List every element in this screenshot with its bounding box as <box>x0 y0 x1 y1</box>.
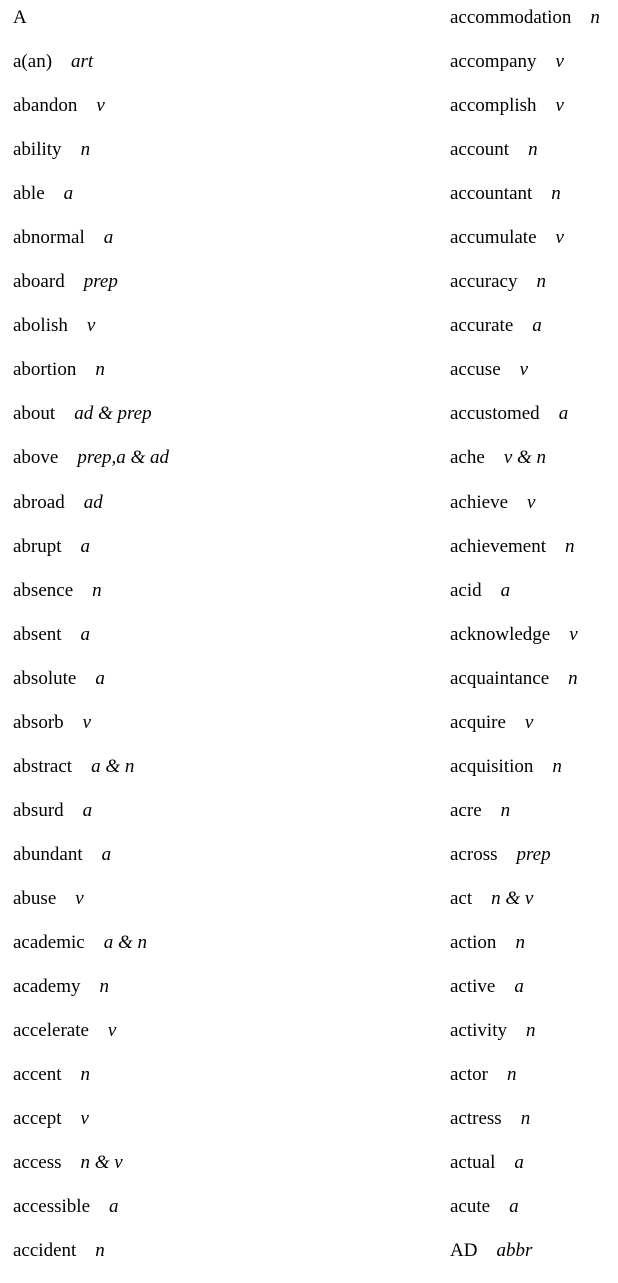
word-entry <box>13 446 433 490</box>
part-of-speech: a <box>101 843 112 865</box>
word-entry <box>450 182 618 226</box>
headword: acquire <box>450 711 506 733</box>
word-entry <box>13 623 433 667</box>
headword: academic <box>13 931 85 953</box>
word-entry <box>13 887 433 931</box>
word-entry <box>13 1195 433 1239</box>
headword: abrupt <box>13 535 62 557</box>
word-entry <box>13 6 433 50</box>
headword: accomplish <box>450 95 537 117</box>
word-entry <box>450 94 618 138</box>
word-entry <box>450 887 618 931</box>
headword: absurd <box>13 799 64 821</box>
word-entry <box>450 446 618 490</box>
headword: act <box>450 887 473 909</box>
part-of-speech: a & n <box>103 931 148 953</box>
part-of-speech: v & n <box>503 447 547 469</box>
word-entry <box>13 402 433 446</box>
headword: achievement <box>450 535 547 557</box>
part-of-speech: a <box>63 183 74 205</box>
headword: accident <box>13 1240 77 1262</box>
word-entry <box>450 6 618 50</box>
word-entry <box>450 755 618 799</box>
word-entry <box>450 799 618 843</box>
part-of-speech: v <box>524 711 534 733</box>
headword: absolute <box>13 667 77 689</box>
headword: abroad <box>13 491 65 513</box>
part-of-speech: a <box>514 1152 524 1174</box>
word-entry <box>13 491 433 535</box>
left-word-column <box>13 6 433 1283</box>
word-entry <box>13 579 433 623</box>
word-entry <box>450 1151 618 1195</box>
headword: above <box>13 447 59 469</box>
part-of-speech: n <box>95 1240 105 1262</box>
part-of-speech: a <box>82 799 93 821</box>
part-of-speech: prep <box>83 271 118 293</box>
word-entry <box>450 623 618 667</box>
part-of-speech: ad & prep <box>74 403 152 425</box>
word-entry <box>450 667 618 711</box>
part-of-speech: v <box>96 95 105 117</box>
part-of-speech: n <box>568 667 578 689</box>
headword: acquaintance <box>450 667 550 689</box>
word-entry <box>13 1151 433 1195</box>
headword: accountant <box>450 183 533 205</box>
part-of-speech: v <box>519 359 529 381</box>
word-entry <box>450 843 618 887</box>
part-of-speech: ad <box>83 491 103 513</box>
headword: abuse <box>13 887 57 909</box>
part-of-speech: v <box>569 623 578 645</box>
headword: ache <box>450 447 485 469</box>
part-of-speech: n <box>551 183 561 205</box>
part-of-speech: v <box>555 227 564 249</box>
part-of-speech: n <box>515 931 525 953</box>
part-of-speech: prep,a & ad <box>77 447 170 469</box>
word-entry <box>13 358 433 402</box>
headword: accuse <box>450 359 501 381</box>
headword: accommodation <box>450 7 572 28</box>
part-of-speech: a <box>532 315 542 337</box>
part-of-speech: n <box>528 139 538 161</box>
headword: abortion <box>13 359 77 381</box>
word-entry <box>13 1239 433 1283</box>
word-entry <box>450 226 618 270</box>
part-of-speech: n & v <box>80 1152 123 1174</box>
word-entry <box>450 975 618 1019</box>
word-entry <box>450 314 618 358</box>
headword: able <box>13 183 45 205</box>
headword: AD <box>450 1240 478 1262</box>
headword: acre <box>450 799 482 821</box>
part-of-speech: n <box>80 1064 91 1086</box>
part-of-speech: v <box>86 315 96 337</box>
headword: absence <box>13 579 74 601</box>
headword: accessible <box>13 1196 91 1218</box>
word-entry <box>13 931 433 975</box>
headword: accuracy <box>450 271 518 293</box>
part-of-speech: n <box>520 1108 531 1130</box>
headword: actress <box>450 1108 502 1130</box>
word-entry <box>13 1063 433 1107</box>
headword: ability <box>13 139 62 161</box>
part-of-speech: n <box>99 976 110 998</box>
headword: achieve <box>450 491 509 513</box>
headword: activity <box>450 1020 507 1042</box>
headword: actual <box>450 1152 496 1174</box>
headword: abnormal <box>13 227 85 249</box>
headword: acute <box>450 1196 491 1218</box>
part-of-speech: v <box>107 1020 117 1042</box>
word-entry <box>450 358 618 402</box>
word-entry <box>13 843 433 887</box>
word-entry <box>13 50 433 94</box>
word-entry <box>450 1239 618 1283</box>
headword: abolish <box>13 315 68 337</box>
word-entry <box>13 711 433 755</box>
headword: access <box>13 1152 62 1174</box>
headword: across <box>450 843 498 865</box>
headword: A <box>13 7 27 28</box>
headword: accumulate <box>450 227 537 249</box>
part-of-speech: v <box>75 887 84 909</box>
part-of-speech: a <box>95 667 105 689</box>
headword: academy <box>13 976 81 998</box>
part-of-speech: n <box>500 799 511 821</box>
part-of-speech: n <box>536 271 546 293</box>
headword: account <box>450 139 510 161</box>
part-of-speech: n <box>525 1020 536 1042</box>
headword: accelerate <box>13 1020 89 1042</box>
word-entry <box>13 667 433 711</box>
headword: accompany <box>450 51 537 73</box>
part-of-speech: n & v <box>491 887 534 909</box>
headword: about <box>13 403 56 425</box>
word-entry <box>450 402 618 446</box>
headword: accurate <box>450 315 514 337</box>
part-of-speech: v <box>80 1108 89 1130</box>
word-entry <box>450 579 618 623</box>
part-of-speech: v <box>82 711 92 733</box>
word-entry <box>13 182 433 226</box>
part-of-speech: abbr <box>496 1240 533 1262</box>
word-entry <box>13 799 433 843</box>
part-of-speech: a <box>509 1196 519 1218</box>
word-entry <box>450 1019 618 1063</box>
right-word-column <box>450 6 618 1283</box>
headword: abandon <box>13 95 78 117</box>
headword: accent <box>13 1064 62 1086</box>
headword: accept <box>13 1108 62 1130</box>
part-of-speech: n <box>506 1064 517 1086</box>
word-entry <box>13 1019 433 1063</box>
word-entry <box>13 1107 433 1151</box>
word-entry <box>450 50 618 94</box>
headword: acknowledge <box>450 623 551 645</box>
word-entry <box>13 975 433 1019</box>
word-entry <box>450 1063 618 1107</box>
headword: acid <box>450 579 482 601</box>
headword: a(an) <box>13 51 53 73</box>
word-entry <box>13 314 433 358</box>
part-of-speech: art <box>71 51 94 73</box>
headword: acquisition <box>450 755 534 777</box>
headword: active <box>450 976 496 998</box>
part-of-speech: n <box>92 579 102 601</box>
word-entry <box>13 270 433 314</box>
word-entry <box>450 138 618 182</box>
part-of-speech: n <box>552 755 562 777</box>
part-of-speech: a <box>80 623 91 645</box>
headword: abstract <box>13 755 73 777</box>
word-entry <box>450 491 618 535</box>
word-entry <box>13 94 433 138</box>
headword: absorb <box>13 711 64 733</box>
word-entry <box>13 755 433 799</box>
headword: aboard <box>13 271 65 293</box>
part-of-speech: a <box>103 227 114 249</box>
part-of-speech: v <box>555 95 564 117</box>
word-entry <box>450 931 618 975</box>
word-entry <box>450 535 618 579</box>
part-of-speech: n <box>590 7 600 28</box>
part-of-speech: n <box>80 139 91 161</box>
part-of-speech: n <box>95 359 105 381</box>
headword: actor <box>450 1064 488 1086</box>
headword: absent <box>13 623 62 645</box>
headword: abundant <box>13 843 83 865</box>
part-of-speech: v <box>527 491 536 513</box>
word-entry <box>450 270 618 314</box>
part-of-speech: a <box>80 535 91 557</box>
part-of-speech: n <box>565 535 575 557</box>
headword: accustomed <box>450 403 540 425</box>
word-entry <box>13 535 433 579</box>
headword: action <box>450 931 497 953</box>
word-entry <box>13 138 433 182</box>
word-entry <box>450 711 618 755</box>
part-of-speech: a & n <box>91 755 135 777</box>
part-of-speech: a <box>558 403 569 425</box>
word-entry <box>450 1107 618 1151</box>
part-of-speech: v <box>555 51 564 73</box>
part-of-speech: prep <box>516 843 551 865</box>
part-of-speech: a <box>500 579 511 601</box>
word-entry <box>13 226 433 270</box>
part-of-speech: a <box>514 976 524 998</box>
part-of-speech: a <box>109 1196 119 1218</box>
word-entry <box>450 1195 618 1239</box>
